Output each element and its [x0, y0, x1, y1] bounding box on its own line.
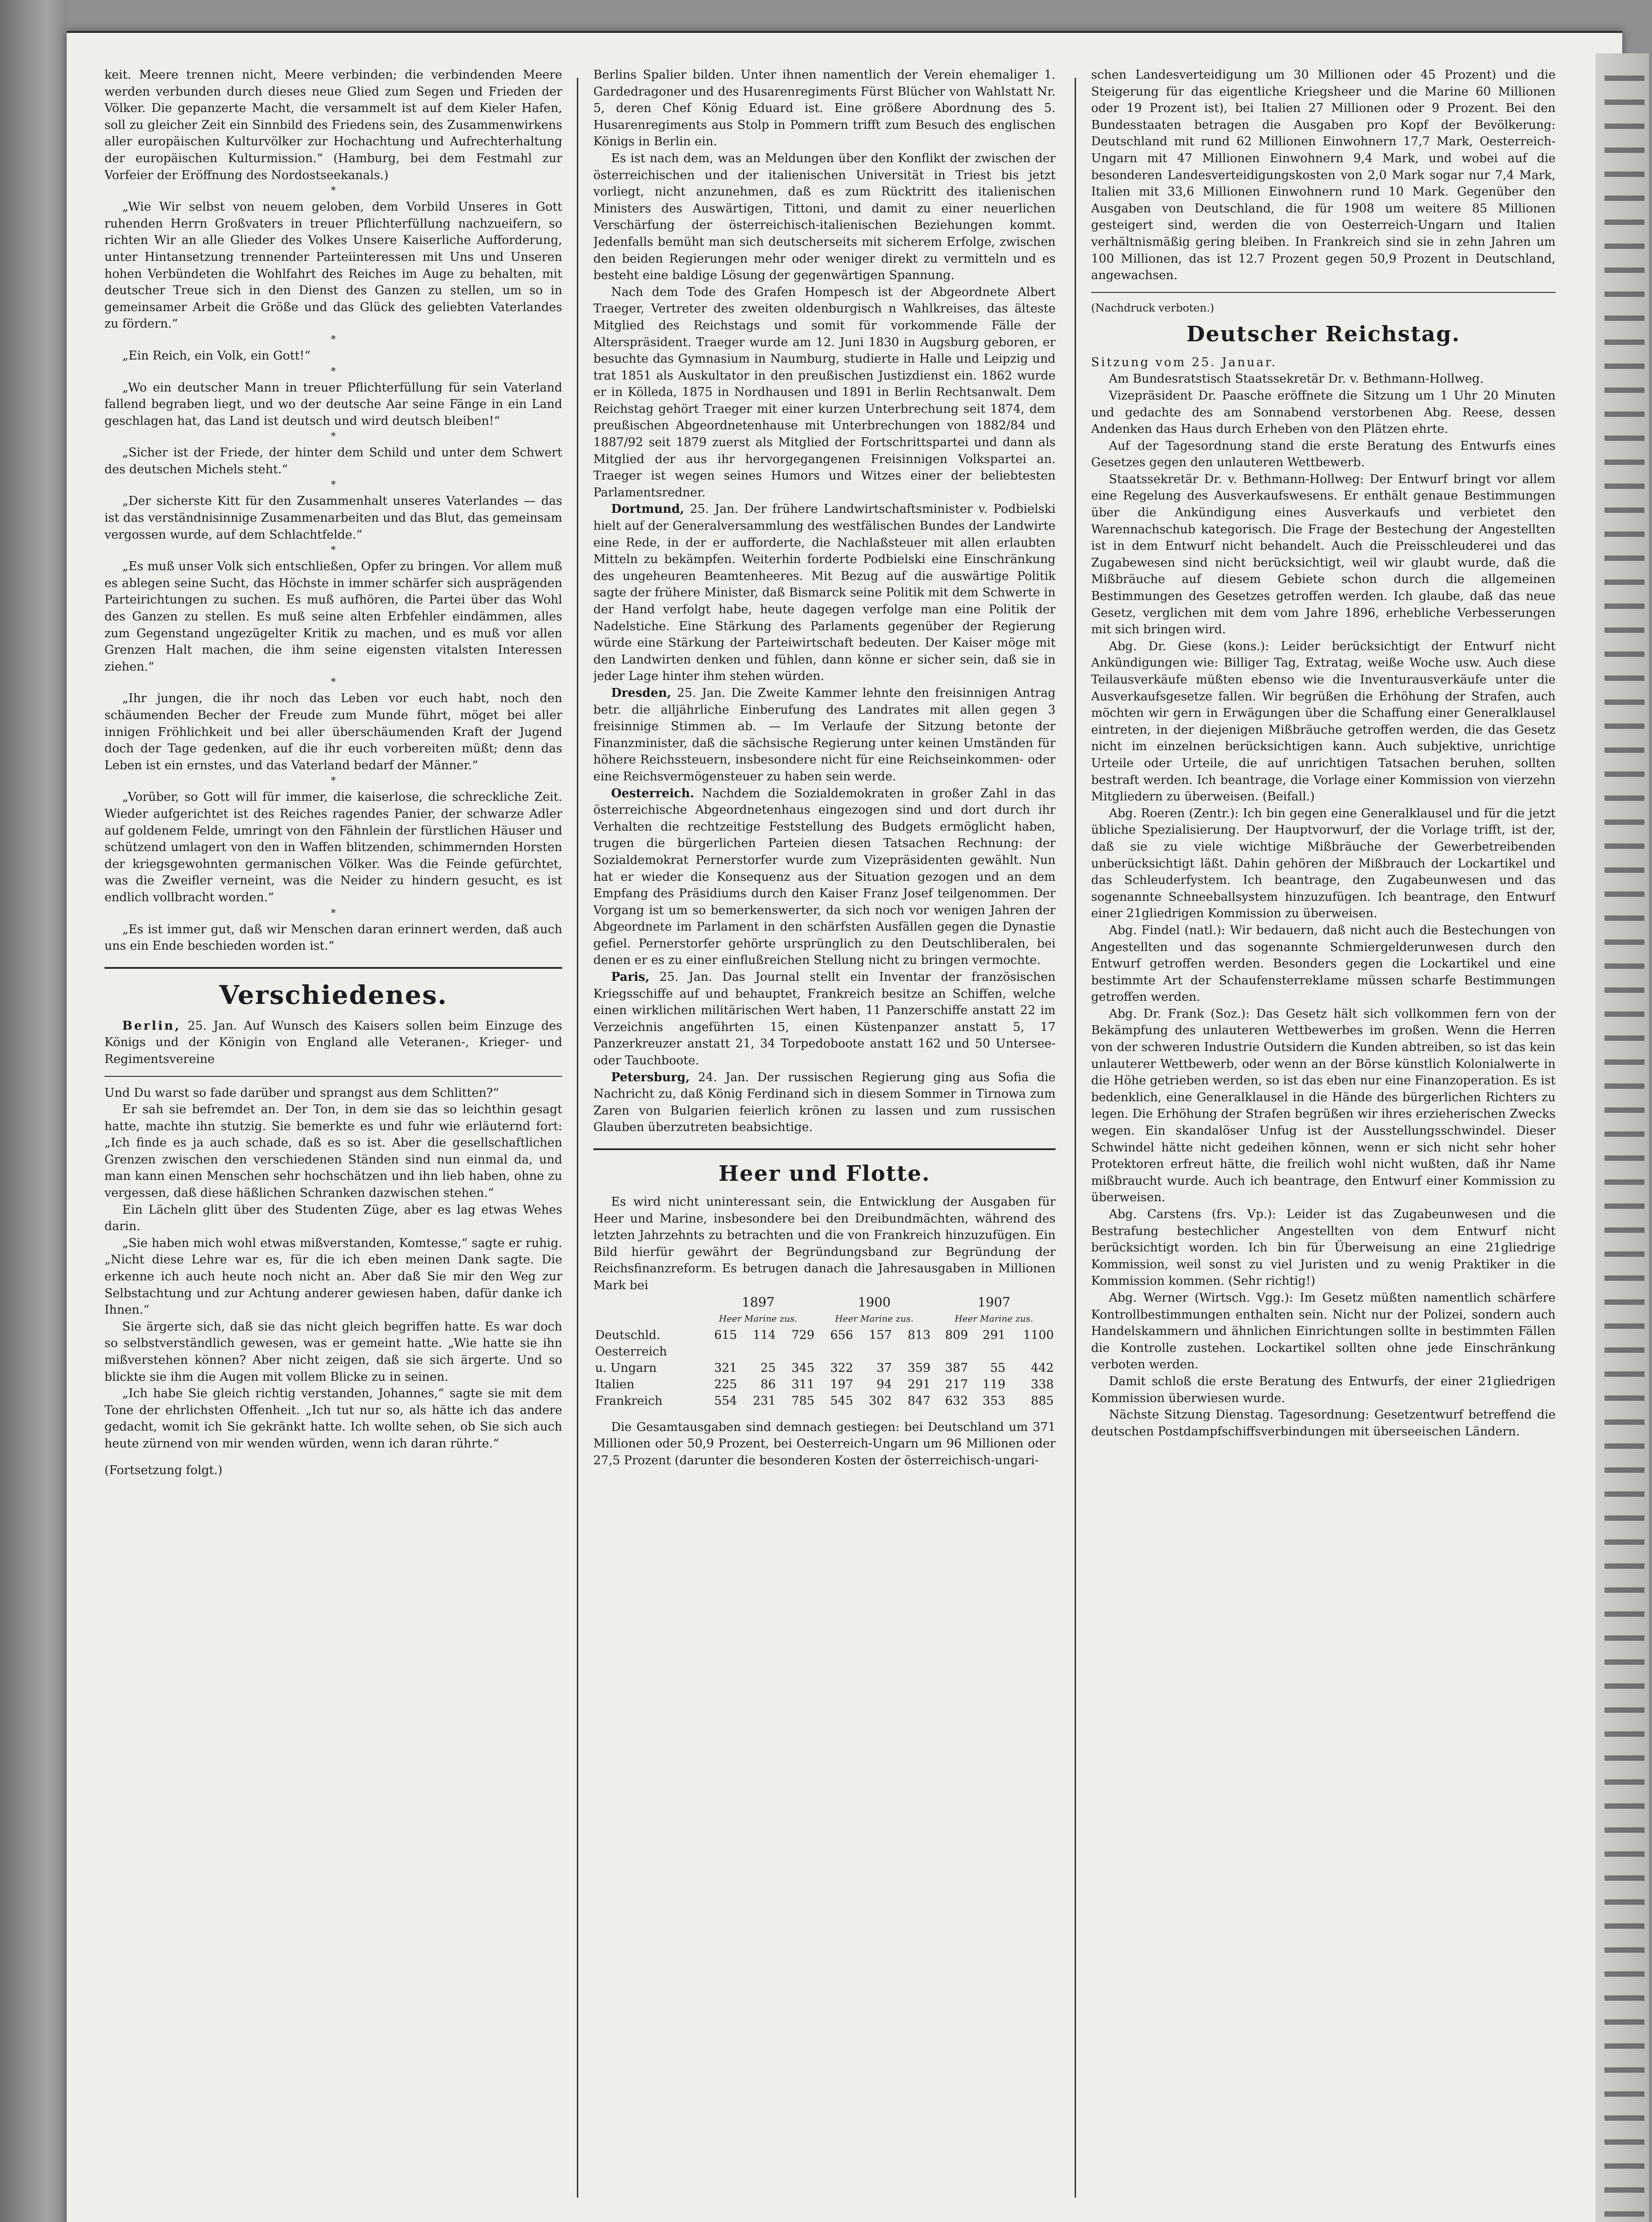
column-3	[1091, 67, 1556, 2222]
story-paragraph: Sie ärgerte sich, daß sie das nicht gleich begriffen hatte. Es war doch so selbstverständlich gewesen, was er gemeint hatte. „Wie hatte sie ihn mißverstehen können? Aber nicht zeigen, daß sie sich ärgerte. Und so blickte sie ihm die Augen mit vollem Blicke zu in seinen.	[104, 1319, 562, 1384]
paragraph: Es ist nach dem, was an Meldungen über den Konflikt der zwischen der österreichischen und der italienischen Universität in Triest bis jetzt vorliegt, nicht anzunehmen, daß es zum Rücktritt des italienischen Ministers des Auswärtigen, Tittoni, und damit zu einer neuerlichen Verschärfung der österreichisch-italienischen Beziehungen kommt. Jedenfalls bemüht man sich deutscherseits mit sicherem Erfolge, zwischen den beiden Regierungen mehr oder weniger direkt zu vermitteln und es besteht eine baldige Lösung der gegenwärtigen Spannung.	[593, 151, 1056, 283]
table-row	[593, 1327, 1056, 1343]
year-1907: 1907	[977, 1294, 1011, 1310]
cell: 345	[791, 1361, 815, 1375]
cell: 338	[1031, 1377, 1054, 1391]
table-row	[593, 1360, 1056, 1376]
paragraph: schen Landesverteidigung um 30 Millionen oder 45 Prozent) und die Steigerung für das eigentliche Kriegsheer und die Marine 60 Millionen oder 19 Prozent ist), bei Italien 27 Millionen oder 9 Prozent. Bei den Bundesstaaten betragen die Ausgaben pro Kopf der Bevölkerung: Deutschland mit rund 62 Millionen Einwohnern 17,7 Mark, Oesterreich-Ungarn mit 47 Millionen Einwohnern 9,4 Mark, und wobei auf die besonderen Landesverteidigungskosten von 2,0 Mark sogar nur 7,4 Mark, Italien mit 33,6 Millionen Einwohnern rund 10 Mark. Gegenüber den Ausgaben von Deutschland, die für 1908 um weitere 85 Millionen gesteigert sind, werden die von Oesterreich-Ungarn und Italien verhältnismäßig gering bleiben. In Frankreich sind sie in zehn Jahren um 100 Millionen, das ist 12.7 Prozent gegen 50,9 Prozent in Deutschland, angewachsen.	[1091, 68, 1556, 283]
column-rule-1	[577, 78, 578, 2198]
dateline: Oesterreich.	[611, 786, 694, 800]
story-paragraph: „Sie haben mich wohl etwas mißverstanden, Komtesse,“ sagte er ruhig. „Nicht diese Lehre war es, für die ich eben meinen Dank sagte. Die erkenne ich auch heute noch nicht an. Aber daß Sie mir den Weg zur Selbstachtung und zur Achtung anderer gewiesen haben, dafür danke ich Ihnen.“	[104, 1236, 562, 1317]
section-rule	[104, 967, 562, 969]
section-heading-verschiedenes: Verschiedenes.	[219, 979, 448, 1010]
cell: 545	[830, 1394, 853, 1408]
row-label: Frankreich	[595, 1394, 663, 1408]
paragraph: Nächste Sitzung Dienstag. Tagesordnung: Gesetzentwurf betreffend die deutschen Postdampfschiffsverbindungen mit überseeischen Ländern.	[1091, 1408, 1556, 1439]
story-paragraph: Ein Lächeln glitt über des Studenten Züge, aber es lag etwas Wehes darin.	[104, 1203, 562, 1234]
cell: 291	[982, 1328, 1006, 1342]
story-paragraph: Und Du warst so fade darüber und sprangst aus dem Schlitten?“	[104, 1086, 499, 1100]
separator-star: *	[331, 366, 336, 377]
cell: 809	[945, 1328, 968, 1342]
section-rule	[1091, 292, 1556, 293]
news-item-paris	[593, 969, 1056, 1069]
cell: 353	[982, 1394, 1006, 1408]
paragraph: Berlins Spalier bilden. Unter ihnen namentlich der Verein ehemaliger 1. Gardedragoner und des Husarenregiments Fürst Blücher von Wahlstatt Nr. 5, deren Chef König Eduard ist. Eine größere Abordnung des 5. Husarenregiments aus Stolp in Pommern trifft zum Besuch des englischen Königs in Berlin ein.	[593, 68, 1056, 149]
row-label: u. Ungarn	[595, 1361, 657, 1375]
paragraph: Es wird nicht uninteressant sein, die Entwicklung der Ausgaben für Heer und Marine, insbesondere bei den Dreibundmächten, während des letzten Jahrzehnts zu betrachten und die von Frankreich hinzuzufügen. Ein Bild hierfür gewährt der Begründungsband zur Begründung der Reichsfinanzreform. Es betrugen danach die Jahresausgaben in Millionen Mark bei	[593, 1195, 1056, 1292]
paragraph: Auf der Tagesordnung stand die erste Beratung des Entwurfs eines Gesetzes gegen den unlauteren Wettbewerb.	[1091, 439, 1556, 470]
cell: 94	[876, 1377, 892, 1391]
cell: 291	[908, 1377, 931, 1391]
subheader: Heer Marine zus.	[835, 1313, 914, 1324]
cell: 37	[876, 1361, 892, 1375]
paragraph: keit. Meere trennen nicht, Meere verbinden; die verbindenden Meere werden verbunden durch dieses neue Glied zum Segen und Frieden der Völker. Die gepanzerte Macht, die versammelt ist auf dem Kieler Hafen, soll zu gleicher Zeit ein Sinnbild des Friedens sein, des Zusammenwirkens aller europäischen Kulturvölker zur Hochachtung und Aufrechterhaltung der europäischen Kulturmission.“ (Hamburg, bei dem Festmahl zur Vorfeier der Eröffnung des Nordostseekanals.)	[104, 68, 562, 182]
column-1	[104, 67, 562, 2222]
paragraph: „Ein Reich, ein Volk, ein Gott!“	[122, 348, 311, 363]
news-item-dortmund	[593, 501, 1056, 685]
paragraph: „Wie Wir selbst von neuem geloben, dem Vorbild Unseres in Gott ruhenden Herrn Großvaters in treuer Pflichterfüllung nachzueifern, so richten Wir an alle Glieder des Volkes Unsere Kaiserliche Aufforderung, unter Hintansetzung trennender Parteiinteressen mit Uns und Unseren hohen Verbündeten die Wohlfahrt des Reiches im Auge zu behalten, mit deutscher Treue sich in den Dienst des Ganzen zu stellen, um so in gemeinsamer Arbeit die Größe und das Glück des geliebten Vaterlandes zu fördern.“	[104, 200, 562, 331]
expenditure-table	[593, 1294, 1056, 1409]
cell: 217	[945, 1377, 968, 1391]
paragraph: Nach dem Tode des Grafen Hompesch ist der Abgeordnete Albert Traeger, Vertreter des zweiten oldenburgisch n Wahlkreises, das älteste Mitglied des Reichstags und somit für vorkommende Fälle der Alterspräsident. Traeger wurde am 12. Juni 1830 in Augsburg geboren, er besuchte das Gymnasium in Naumburg, studierte in Halle und Leipzig und trat 1851 als Auskultator in den preußischen Justizdienst ein. 1862 wurde er in Kölleda, 1875 in Nordhausen und 1891 in Berlin Rechtsanwalt. Dem Reichstag gehört Traeger mit einer kurzen Unterbrechung seit 1874, dem preußischen Abgeordnetenhause mit Unterbrechungen von 1882/84 und 1887/92 seit 1879 zuerst als Mitglied der Fortschrittspartei und dann als Mitglied der aus ihr hervorgegangenen Freisinnigen Volkspartei an. Traeger ist wegen seines Humors und Witzes einer der beliebtesten Parlamentsredner.	[593, 285, 1056, 500]
reprint-notice: (Nachdruck verboten.)	[1091, 301, 1214, 314]
column-rule-2	[1075, 78, 1076, 2198]
top-border-line	[67, 31, 1622, 33]
news-text: 24. Jan. Der russischen Regierung ging aus Sofia die Nachricht zu, daß König Ferdinand sich in diesem Sommer in Tirnowa zum Zaren von Bulgarien feierlich krönen zu lassen und zum russischen Glauben überzutreten beabsichtige.	[593, 1070, 1056, 1135]
row-label: Italien	[595, 1377, 635, 1391]
cell: 729	[791, 1328, 815, 1342]
cell: 322	[830, 1361, 853, 1375]
story-paragraph: „Ich habe Sie gleich richtig verstanden, Johannes,“ sagte sie mit dem Tone der ehrlichsten Offenheit. „Ich tut nur so, als hätte ich das andere gedacht, womit ich Sie gekränkt hatte. Ich wollte sehen, ob Sie sich auch heute zürnend von mir wenden würden, wenn ich daran rührte.“	[104, 1387, 562, 1451]
cell: 114	[752, 1328, 776, 1342]
dateline: Dresden,	[611, 686, 672, 700]
cell: 25	[760, 1361, 776, 1375]
dateline: Dortmund,	[611, 502, 684, 516]
cell: 1100	[1023, 1328, 1054, 1342]
separator-star: *	[331, 431, 336, 443]
dateline: Berlin,	[122, 1019, 181, 1033]
cell: 119	[982, 1377, 1006, 1391]
separator-star: *	[331, 545, 336, 556]
paragraph: Am Bundesratstisch Staatssekretär Dr. v. Bethmann-Hollweg.	[1109, 372, 1484, 386]
column-2	[593, 67, 1056, 2222]
news-text: Nachdem die Sozialdemokraten in großer Zahl in das österreichische Abgeordnetenhaus eingezogen sind und dort durch ihr Verhalten die rechtzeitige Feststellung des Budgets ermöglicht haben, trugen die bürgerlichen Parteien diesen Tatsachen Rechnung: der Sozialdemokrat Pernerstorfer wurde zum Vizepräsidenten gewählt. Nun hat er wieder die Konsequenz aus der Situation gezogen und an dem Empfang des Präsidiums durch den Kaiser Franz Josef teilgenommen. Der Vorgang ist um so bemerkenswerter, da sich noch vor wenigen Jahren der Abgeordnete im Parlament in den schärfsten Ausfällen gegen die Dynastie gefiel. Pernerstorfer gehörte ursprünglich zu den Deutschliberalen, bei denen er es zu einer einflußreichen Stellung nicht zu bringen vermochte.	[593, 786, 1056, 967]
news-text: 25. Jan. Das Journal stellt ein Inventar der französischen Kriegsschiffe auf und behauptet, Frankreich besitze an Schiffen, welche einen wirklichen militärischen Wert haben, 11 Panzerschiffe anstatt 22 im Verzeichnis angeführten 15, einen Küstenpanzer anstatt 5, 17 Panzerkreuzer anstatt 21, 34 Torpedoboote anstatt 162 und 50 Untersee- oder Tauchboote.	[593, 970, 1056, 1068]
news-item-berlin	[104, 1018, 562, 1068]
row-label: Oesterreich	[595, 1344, 667, 1359]
session-subheading: Sitzung vom 25. Januar.	[1091, 355, 1277, 369]
cell: 86	[760, 1377, 776, 1391]
cell: 359	[908, 1361, 931, 1375]
story-paragraph: Er sah sie befremdet an. Der Ton, in dem sie das so leichthin gesagt hatte, machte ihn stutzig. Sie bemerkte es und fuhr wie erläuternd fort: „Ich finde es ja auch schade, daß es so ist. Aber die gesellschaftlichen Grenzen zwischen den verschiedenen Ständen sind nun einmal da, und man kann einen Menschen sehr hochschätzen und ihn lieb haben, ohne zu vergessen, daß diese häßlichen Schranken dazwischen stehen.“	[104, 1103, 562, 1200]
cell: 554	[714, 1394, 737, 1408]
cell: 615	[714, 1328, 737, 1342]
paragraph: Abg. Roeren (Zentr.): Ich bin gegen eine Generalklausel und für die jetzt übliche Spezialisierung. Der Hauptvorwurf, der die Vorlage trifft, ist der, daß sie zu viele wichtige Mißbräuche der Gewerbetreibenden unberücksichtigt läßt. Dahin gehören der Mißbrauch der Lockartikel und das Schleuderfystem. Ich beantrage, den Zugabeunwesen und das sogenannte Schneeballsystem hinzuzufügen. Ich beantrage, den Entwurf einer 21gliedrigen Kommission zu überweisen.	[1091, 806, 1556, 921]
paragraph: Staatssekretär Dr. v. Bethmann-Hollweg: Der Entwurf bringt vor allem eine Regelung des Ausverkaufswesens. Er enthält genaue Bestimmungen über die Ankündigung eines Ausverkaufs und verbietet den Warennachschub kategorisch. Die Frage der Bestechung der Angestellten ist in dem Entwurf nicht behandelt. Auch die Preisschleuderei und das Zugabewesen sind nicht berücksichtigt, weil wir glaubt wurde, daß die Mißbräuche auf diesem Gebiete schon durch die allgemeinen Bestimmungen des Gesetzes getroffen werden. Ich glaube, daß das neue Gesetz, verglichen mit dem vom Jahre 1896, erhebliche Verbesserungen mit sich bringen wird.	[1091, 472, 1556, 637]
cell: 55	[990, 1361, 1006, 1375]
news-item-petersburg	[593, 1069, 1056, 1136]
cell: 656	[830, 1328, 853, 1342]
paragraph: „Ihr jungen, die ihr noch das Leben vor euch habt, noch den schäumenden Becher der Freude zum Munde führt, möget bei aller innigen Fröhlichkeit und bei aller überschäumenden Kraft der Jugend doch der Tage gedenken, auf die ihr euch vorbereiten müßt; denn das Leben ist ein ernstes, und das Vaterland bedarf der Männer.“	[104, 691, 562, 772]
cell: 197	[830, 1377, 853, 1391]
scanner-binding	[0, 0, 67, 2222]
section-rule	[593, 1148, 1056, 1150]
separator-star: *	[331, 907, 336, 919]
cell: 302	[869, 1394, 892, 1408]
paragraph: „Es ist immer gut, daß wir Menschen daran erinnert werden, daß auch uns ein Ende beschieden worden ist.“	[104, 922, 562, 953]
paragraph: „Vorüber, so Gott will für immer, die kaiserlose, die schreckliche Zeit. Wieder aufgerichtet ist des Reiches ragendes Panier, der schwarze Adler auf goldenem Felde, umringt von den Fähnlein der fürstlichen Häuser und schützend umlagert von den in Waffen blitzenden, schimmernden Horsten der kriegsgewohnten germanischen Völker. Was die Feinde gefürchtet, was die Zweifler verneint, was die Neider zu hindern gesucht, es ist endlich vollbracht worden.“	[104, 790, 562, 904]
table-subheader	[593, 1311, 1056, 1327]
subheader: Heer Marine zus.	[955, 1313, 1033, 1324]
paragraph: Abg. Findel (natl.): Wir bedauern, daß nicht auch die Bestechungen von Angestellten und das sogenannte Schmiergelderunwesen durch den Entwurf getroffen werden. Besonders gegen die Lockartikel und eine bestimmte Art der Schaufensterreklame müssen scharfe Bestimmungen getroffen werden.	[1091, 923, 1556, 1004]
dateline: Paris,	[611, 970, 650, 984]
cell: 321	[714, 1361, 737, 1375]
section-heading-heer-und-flotte: Heer und Flotte.	[718, 1161, 931, 1186]
cell: 442	[1031, 1361, 1054, 1375]
paragraph: Die Gesamtausgaben sind demnach gestiegen: bei Deutschland um 371 Millionen oder 50,9 Prozent, bei Oesterreich-Ungarn um 96 Millionen oder 27,5 Prozent (darunter die besonderen Kosten der österreichisch-ungari-	[593, 1420, 1056, 1467]
paragraph: Vizepräsident Dr. Paasche eröffnete die Sitzung um 1 Uhr 20 Minuten und gedachte des am Sonnabend verstorbenen Abg. Reese, dessen Andenken das Haus durch Erheben von den Plätzen ehrte.	[1091, 388, 1556, 436]
cell: 157	[869, 1328, 892, 1342]
subheader: Heer Marine zus.	[719, 1313, 798, 1324]
paragraph: „Wo ein deutscher Mann in treuer Pflichterfüllung für sein Vaterland fallend begraben liegt, und wo der deutsche Aar seine Fänge in ein Land geschlagen hat, das Land ist deutsch und wird deutsch bleiben!“	[104, 380, 562, 428]
section-rule	[104, 1076, 562, 1077]
paragraph: „Der sicherste Kitt für den Zusammenhalt unseres Vaterlandes — das ist das verständnisinnige Zusammenarbeiten und das Blut, das gemeinsam vergossen wurde, auf dem Schlachtfelde.“	[104, 494, 562, 542]
news-item-oesterreich	[593, 785, 1056, 969]
paragraph: „Es muß unser Volk sich entschließen, Opfer zu bringen. Vor allem muß es ablegen seine Sucht, das Höchste in immer schärfer sich ausprägenden Parteirichtungen zu suchen. Es muß aufhören, die Partei über das Wohl des Ganzen zu stellen. Es muß seine alten Erbfehler eindämmen, alles zum Gegenstand ungezügelter Kritik zu machen, und es muß vor allen Grenzen Halt machen, die ihm seine eigensten vitalsten Interessen ziehen.“	[104, 559, 562, 674]
cell: 311	[791, 1377, 815, 1391]
separator-star: *	[331, 480, 336, 491]
dateline: Petersburg,	[611, 1070, 690, 1084]
cell: 885	[1031, 1394, 1054, 1408]
cell: 847	[908, 1394, 931, 1408]
paragraph: Abg. Dr. Giese (kons.): Leider berücksichtigt der Entwurf nicht Ankündigungen wie: Billiger Tag, Extratag, weiße Woche usw. Auch diese Teilausverkäufe müßten ebenso wie die Inventurausverkäufe unter die Ausverkaufsgesetze fallen. Wir begrüßen die Erhöhung der Strafen, auch möchten wir gern in Erwägungen über die Schaffung einer Generalklausel eintreten, in der diejenigen Mißbräuche getroffen werden, die das Gesetz nicht im einzelnen berücksichtigen kann. Auch subjektive, unrichtige Urteile oder Urteile, die auf unrichtigen Tatsachen beruhen, sollten bestraft werden. Ich beantrage, die Vorlage einer Kommission von vierzehn Mitgliedern zu überweisen. (Beifall.)	[1091, 639, 1556, 804]
paragraph: Damit schloß die erste Beratung des Entwurfs, der einer 21gliedrigen Kommission überwiesen wurde.	[1091, 1374, 1556, 1405]
separator-star: *	[331, 775, 336, 787]
table-header-years	[593, 1294, 1056, 1311]
cell: 632	[945, 1394, 968, 1408]
paragraph: Abg. Carstens (frs. Vp.): Leider ist das Zugabeunwesen und die Bestrafung bestechlicher Angestellten von dem Entwurf nicht berücksichtigt worden. Ich bin für Überweisung an eine 21gliedrige Kommission, weil sonst zu viel Juristen und zu wenig Praktiker in die Kommission kommen. (Sehr richtig!)	[1091, 1207, 1556, 1288]
cell: 231	[752, 1394, 776, 1408]
separator-star: *	[331, 677, 336, 688]
cell: 813	[908, 1328, 931, 1342]
adjacent-page-edge	[1596, 53, 1649, 2222]
news-item-dresden	[593, 685, 1056, 785]
cell: 387	[945, 1361, 968, 1375]
paragraph: Abg. Dr. Frank (Soz.): Das Gesetz hält sich vollkommen fern von der Bekämpfung des unlauteren Wettbewerbes im großen. Wenn die Herren von der schweren Industrie Outsidern die Kunden abtreiben, so ist das kein unlauterer Wettbewerb, oder wenn an der Börse künstlich Kolonialwerte in die Höhe getrieben werden, so ist das eben nur eine Finanzoperation. Es ist bedenklich, eine Generalklausel in die Hände des bürgerlichen Richters zu legen. Die Erhöhung der Strafen begrüßen wir ihres erzieherischen Zwecks wegen. Ein skandalöser Unfug ist der Ausstellungsschwindel. Dieser Schwindel hätte nicht gedeihen können, wenn er sich nicht sehr hoher Protektoren erfreut hätte, die freilich wohl nicht wußten, daß ihr Name mißbraucht wurde. Auch ich beantrage, den Entwurf einer Kommission zu überweisen.	[1091, 1007, 1556, 1205]
section-heading-reichstag: Deutscher Reichstag.	[1186, 321, 1460, 347]
row-label: Deutschld.	[595, 1328, 660, 1342]
table-row	[593, 1393, 1056, 1409]
paragraph: „Sicher ist der Friede, der hinter dem Schild und unter dem Schwert des deutschen Michels steht.“	[104, 446, 562, 476]
year-1897: 1897	[742, 1294, 775, 1310]
paragraph: Abg. Werner (Wirtsch. Vgg.): Im Gesetz müßten namentlich schärfere Kontrollbestimmungen enthalten sein. Nicht nur der Polizei, sondern auch Handelskammern und ähnlichen Einrichtungen sollte in bestimmten Fällen die Kontrolle zustehen. Lockartikel sollten ohne jede Einschränkung verboten werden.	[1091, 1291, 1556, 1372]
year-1900: 1900	[858, 1294, 891, 1310]
news-text: 25. Jan. Auf Wunsch des Kaisers sollen beim Einzuge des Königs und der Königin von England alle Veteranen-, Krieger- und Regimentsvereine	[104, 1019, 562, 1066]
table-row	[593, 1376, 1056, 1393]
news-text: 25. Jan. Die Zweite Kammer lehnte den freisinnigen Antrag betr. die alljährliche Einberufung des Landrates mit allen gegen 3 freisinnige Stimmen ab. — Im Verlaufe der Sitzung betonte der Finanzminister, daß die sächsische Regierung unter keinen Umständen für höhere Reichssteuern, insbesondere nicht für eine Reichseinkommen- oder eine Reichsvermögensteuer zu haben sein werde.	[593, 686, 1056, 783]
table-row	[593, 1343, 1056, 1360]
cell: 785	[791, 1394, 815, 1408]
separator-star: *	[331, 334, 336, 345]
cell: 225	[714, 1377, 737, 1391]
continuation-note: (Fortsetzung folgt.)	[104, 1463, 223, 1477]
news-text: 25. Jan. Der frühere Landwirtschaftsminister v. Podbielski hielt auf der Generalversammlung des westfälischen Bundes der Landwirte eine Rede, in der er aufforderte, die Nachlaßsteuer mit allen erlaubten Mitteln zu bekämpfen. Weiterhin forderte Podbielski eine Einschränkung des ungeheuren Beamtenheeres. Mit Bezug auf die auswärtige Politik sagte der frühere Minister, daß Bismarck seine Politik mit dem Schwerte in der Hand verfolgt habe, heute dagegen verfolge man eine Politik der Nadelstiche. Eine Stärkung des Parlaments gegenüber der Regierung würde eine Stärkung der Parteiwirtschaft bedeuten. Der Kaiser möge mit den Landwirten denken und fühlen, dann könne er sicher sein, daß sie in jeder Lage hinter ihm stehen würden.	[593, 502, 1056, 683]
separator-star: *	[331, 185, 336, 197]
